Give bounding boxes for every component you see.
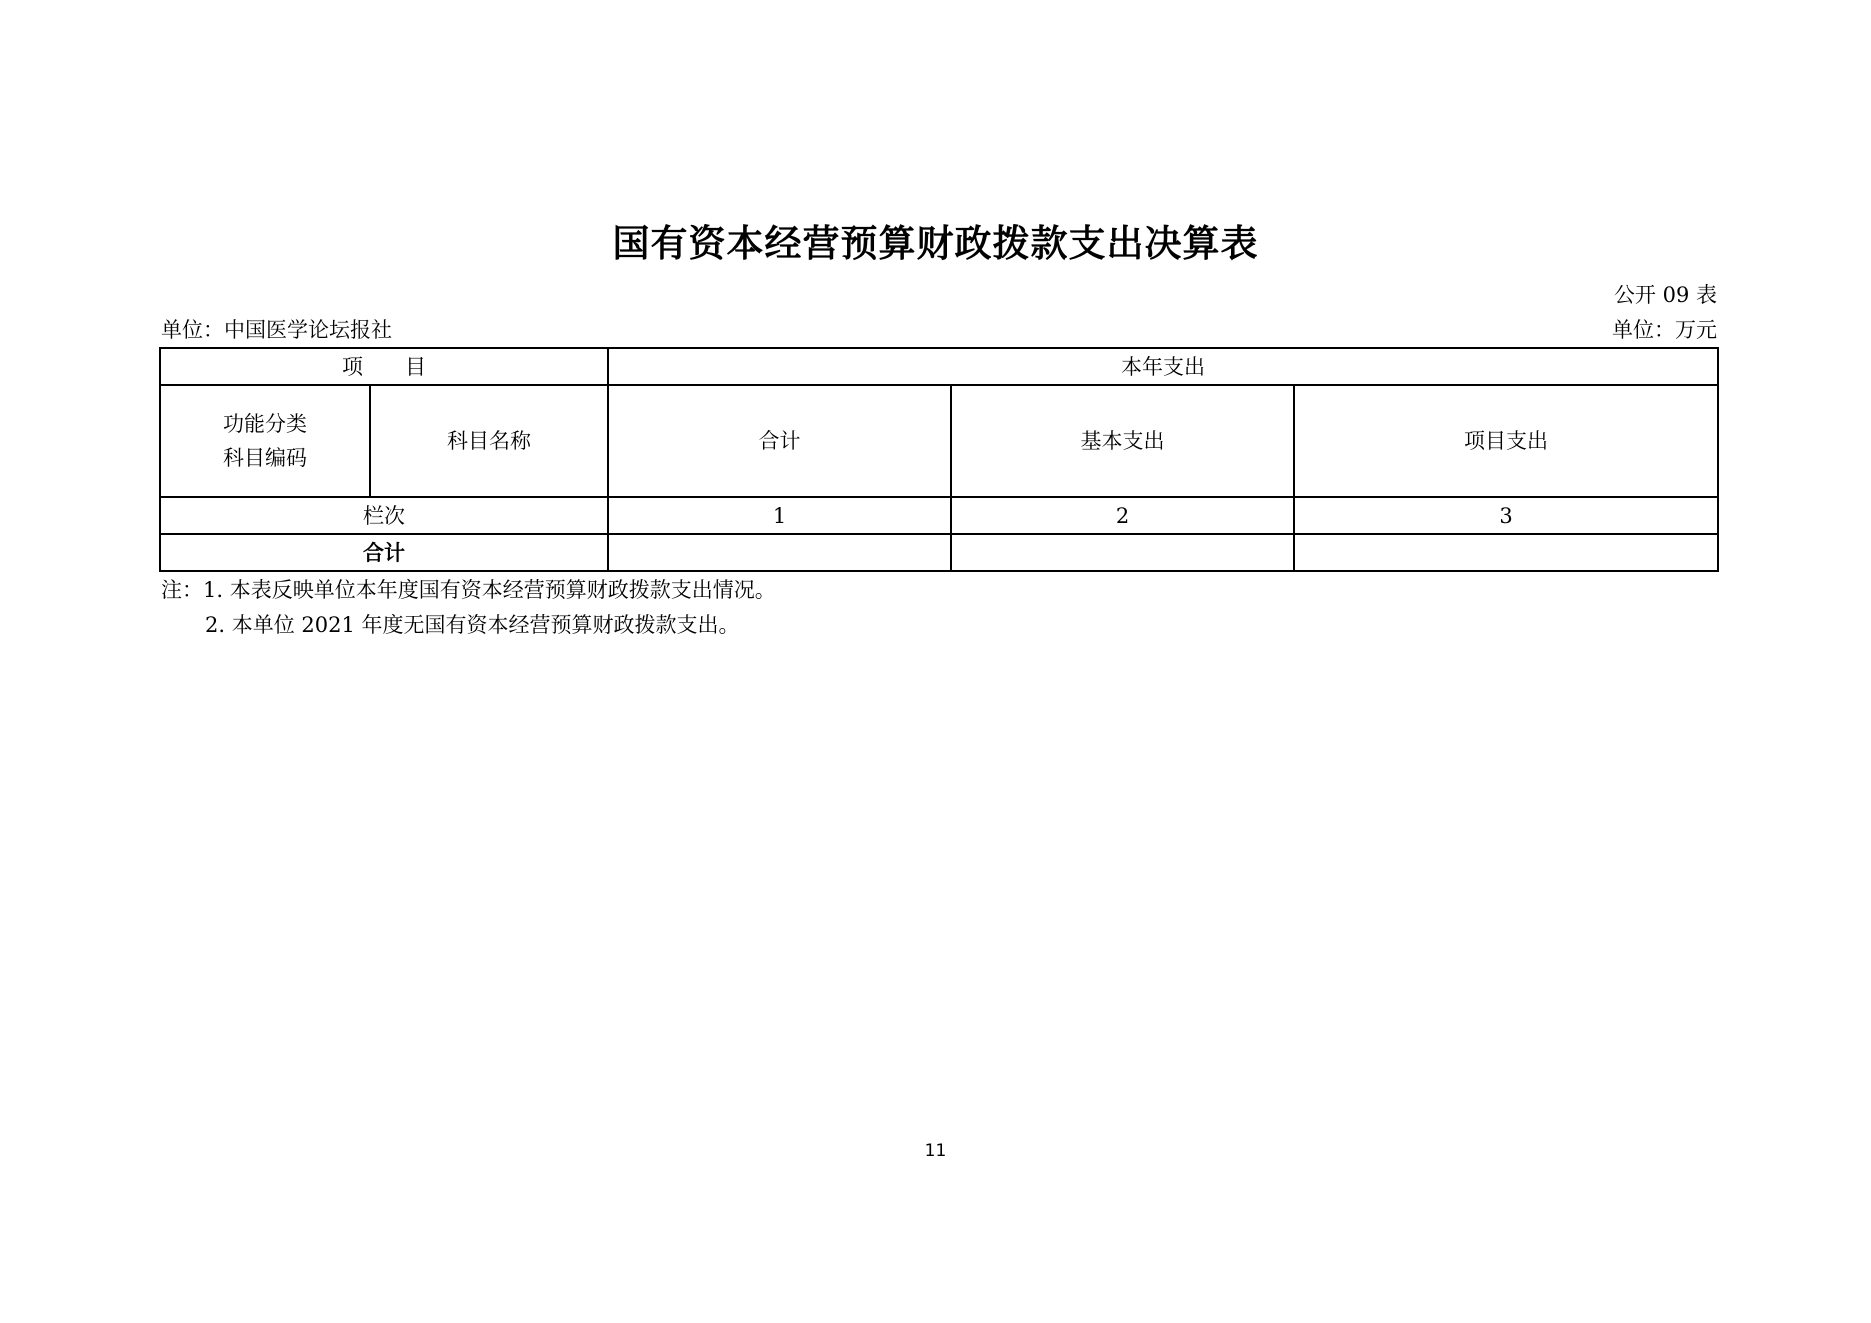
col-name-header: 科目名称 — [370, 385, 608, 497]
index-2-cell: 2 — [951, 497, 1294, 534]
note-2: 2. 本单位 2021 年度无国有资本经营预算财政拨款支出。 — [205, 613, 740, 637]
col-basic-header: 基本支出 — [951, 385, 1294, 497]
table-total-row — [160, 534, 1718, 571]
index-label-cell: 栏次 — [160, 497, 608, 534]
header-current-year-cell: 本年支出 — [608, 348, 1718, 385]
expenditure-table — [159, 347, 1719, 572]
project-value-cell — [1294, 534, 1718, 571]
index-1-cell: 1 — [608, 497, 951, 534]
total-label-cell: 合计 — [160, 534, 608, 571]
currency-unit: 单位：万元 — [1612, 318, 1717, 342]
col-project-header: 项目支出 — [1294, 385, 1718, 497]
form-number: 公开 09 表 — [1613, 283, 1717, 307]
unit-name: 单位：中国医学论坛报社 — [161, 318, 392, 342]
total-value-cell — [608, 534, 951, 571]
basic-value-cell — [951, 534, 1294, 571]
page-title: 国有资本经营预算财政拨款支出决算表 — [612, 221, 1259, 265]
col-code-header: 功能分类 科目编码 — [160, 385, 370, 497]
note-1: 注：1. 本表反映单位本年度国有资本经营预算财政拨款支出情况。 — [161, 578, 776, 602]
page-number: 11 — [924, 1141, 947, 1161]
header-item-cell: 项 目 — [160, 348, 608, 385]
table-header-row — [160, 348, 1718, 385]
table-index-row — [160, 497, 1718, 534]
table-subheader-row — [160, 385, 1718, 497]
index-3-cell: 3 — [1294, 497, 1718, 534]
col-total-header: 合计 — [608, 385, 951, 497]
